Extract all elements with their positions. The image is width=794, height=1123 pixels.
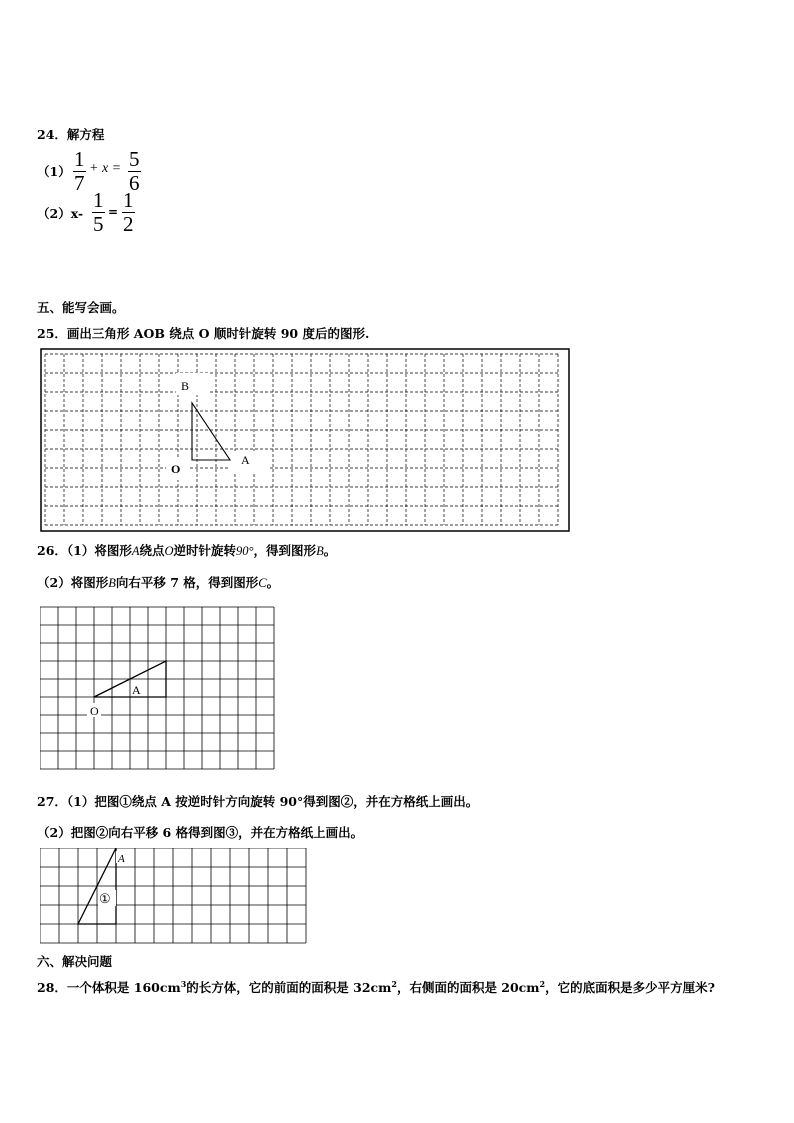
q26-label-a: A [132,683,141,697]
section-5-title: 五、能写会画。 [37,300,125,315]
fraction-numerator: 5 [129,147,140,171]
section-6-title: 六、解决问题 [37,954,113,969]
q26-line2 [37,573,279,591]
q26-line1-shape-b: B [316,544,324,558]
q24-part1-label: （1） [37,164,71,179]
q26-line2-prefix: （2）将图形 [37,575,109,590]
q26-line1-shape-a: A [131,544,140,558]
q28-sup2: 2 [391,978,397,989]
q27-label-1: ① [99,891,111,906]
q24-part1-expression: + x = [89,161,122,176]
q28-part1: 28．一个体积是 160cm [37,980,181,995]
q26-line2-middle: 向右平移 7 格，得到图形 [115,575,259,590]
q28-sup3: 2 [539,978,546,989]
q28-sup1: 3 [180,978,187,989]
fraction-denominator: 7 [74,171,85,195]
q27-line1: 27．（1）把图①绕点 A 按逆时针方向旋转 90°得到图②，并在方格纸上画出。 [37,794,479,809]
fraction-numerator: 1 [93,188,104,212]
q26-line2-end: 。 [266,575,280,590]
fraction-denominator: 6 [129,171,140,195]
q26-line1-around: 绕点 [139,543,165,558]
q24-title: 24．解方程 [37,127,105,142]
q26-line1 [37,541,336,559]
fraction-denominator: 5 [93,212,104,236]
q25-dashed-grid [40,348,570,532]
q24-part2-label: （2）x- [37,206,84,221]
q24-part2-fraction-right [122,190,135,235]
q28-part4: ，它的底面积是多少平方厘米? [545,980,715,995]
q26-line1-prefix: 26．（1）将图形 [37,543,132,558]
q28-part3: ，右侧面的面积是 20cm [396,980,540,995]
q26-line1-rotate: 逆时针旋转 [173,543,237,558]
fraction-denominator: 2 [123,212,134,236]
q27-line2: （2）把图②向右平移 6 格得到图③，并在方格纸上画出。 [37,825,364,840]
fraction-numerator: 1 [123,188,134,212]
q25-triangle-aob [192,403,230,460]
q26-label-o: O [90,704,99,718]
q24-part1-fraction-left [73,149,86,194]
q28-text [37,978,715,996]
q25-label-b: B [181,379,190,393]
q26-line2-shape-c: C [258,576,267,590]
q26-line1-point-o: O [164,544,174,558]
q25-label-o: O [171,462,181,476]
q25-text: 25．画出三角形 AOB 绕点 O 顺时针旋转 90 度后的图形. [37,326,370,341]
q28-part2: 的长方体，它的前面的面积是 32cm [186,980,392,995]
q24-part2-fraction-left [92,190,105,235]
q26-line1-get: ，得到图形 [253,543,317,558]
q25-label-a: A [241,453,250,467]
q26-line1-end: 。 [323,543,337,558]
q24-part2-equals: = [108,205,119,219]
q27-label-a: A [118,853,125,865]
fraction-numerator: 1 [74,147,85,171]
q27-grid [40,848,307,945]
q26-grid [40,606,276,772]
q26-line2-shape-b: B [108,576,116,590]
q26-line1-degrees: 90° [236,544,254,558]
